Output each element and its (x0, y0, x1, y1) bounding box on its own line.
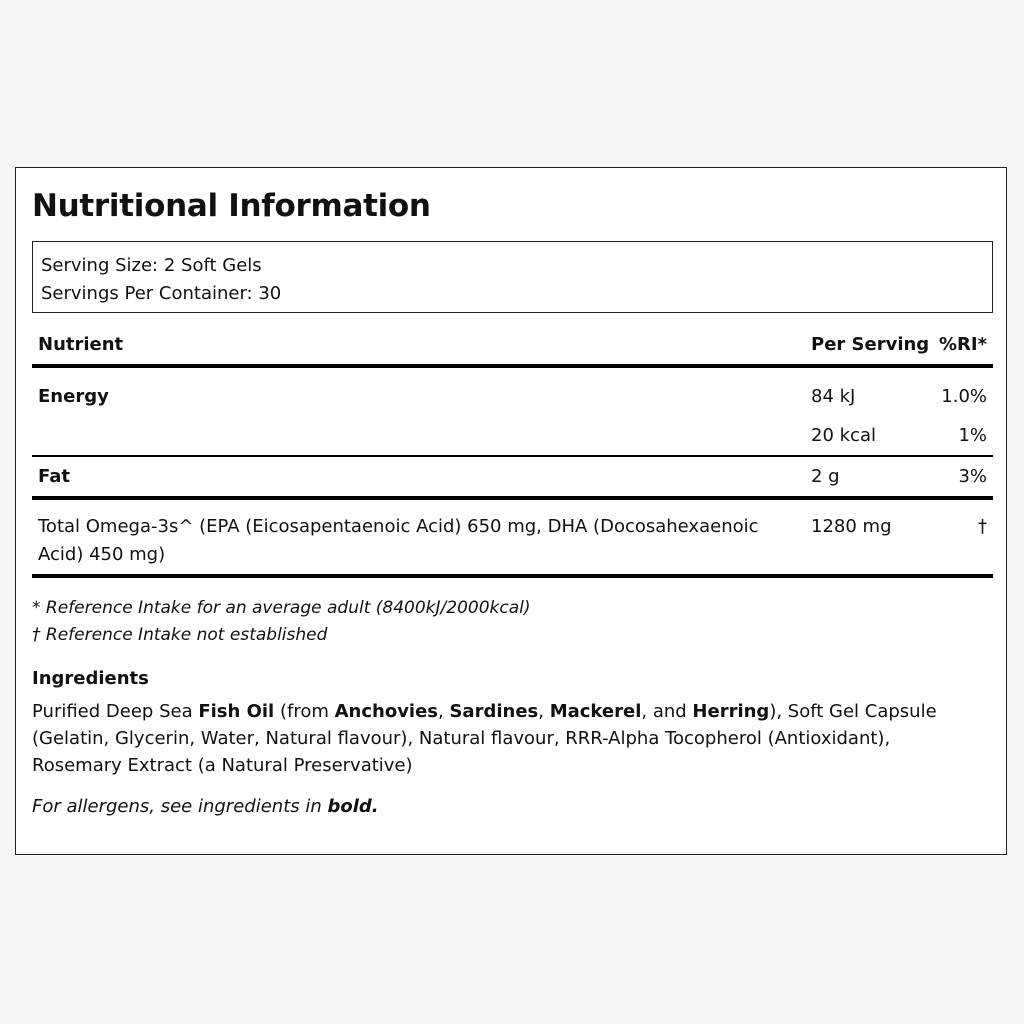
nutrition-panel (15, 167, 1007, 855)
allergen-sardines: Sardines (449, 701, 539, 722)
row-omega-name: Total Omega-3s^ (EPA (Eicosapentaenoic Acid) 650 mg, DHA (Docosahexaenoic Acid) 450 mg) (38, 516, 759, 565)
servings-per-container: Servings Per Container: 30 (41, 283, 282, 304)
ingredient-segment: (from (274, 701, 335, 722)
footnote-not-established: † Reference Intake not established (32, 625, 328, 645)
ingredient-segment: Purified Deep Sea (32, 701, 199, 722)
ingredient-segment: , (538, 701, 550, 722)
allergen-mackerel: Mackerel (549, 701, 642, 722)
row-omega-ri: † (978, 516, 987, 537)
row-energy-kj: 84 kJ (811, 386, 856, 407)
ingredients-text (32, 698, 982, 779)
serving-info-box (32, 241, 993, 313)
allergen-note-prefix: For allergens, see ingredients in (32, 796, 328, 817)
row-energy-name: Energy (38, 386, 109, 407)
serving-size: Serving Size: 2 Soft Gels (41, 255, 262, 276)
allergen-anchovies: Anchovies (334, 701, 439, 722)
energy-rule (32, 455, 993, 457)
panel-title: Nutritional Information (32, 188, 431, 224)
ingredient-segment: , and (641, 701, 693, 722)
fat-rule (32, 496, 993, 500)
row-fat-value: 2 g (811, 466, 840, 487)
ingredient-segment: ), Soft Gel Capsule (Gelatin, Glycerin, Water, Natural flavour), Natural flavour, RRR-Alpha Tocopherol (Antioxidant), Rosemary Extract (a Natural Preservative) (32, 701, 937, 776)
row-energy-kcal: 20 kcal (811, 425, 876, 446)
row-fat-ri: 3% (958, 466, 987, 487)
nutrition-table (32, 323, 993, 583)
row-omega-value: 1280 mg (811, 516, 892, 537)
row-energy-kcal-ri: 1% (958, 425, 987, 446)
allergen-herring: Herring (692, 701, 770, 722)
header-rule (32, 364, 993, 368)
header-ri: %RI* (938, 334, 987, 355)
ingredients-heading: Ingredients (32, 668, 149, 689)
footnote-reference-intake: * Reference Intake for an average adult (8400kJ/2000kcal) (32, 598, 531, 618)
header-per-serving: Per Serving (811, 334, 930, 355)
row-energy-kj-ri: 1.0% (941, 386, 987, 407)
ingredient-segment: , (438, 701, 450, 722)
row-fat-name: Fat (38, 466, 70, 487)
allergen-note (32, 796, 379, 817)
header-nutrient: Nutrient (38, 334, 124, 355)
allergen-fish-oil: Fish Oil (198, 701, 275, 722)
allergen-note-bold: bold. (327, 796, 379, 817)
omega-rule (32, 574, 993, 578)
